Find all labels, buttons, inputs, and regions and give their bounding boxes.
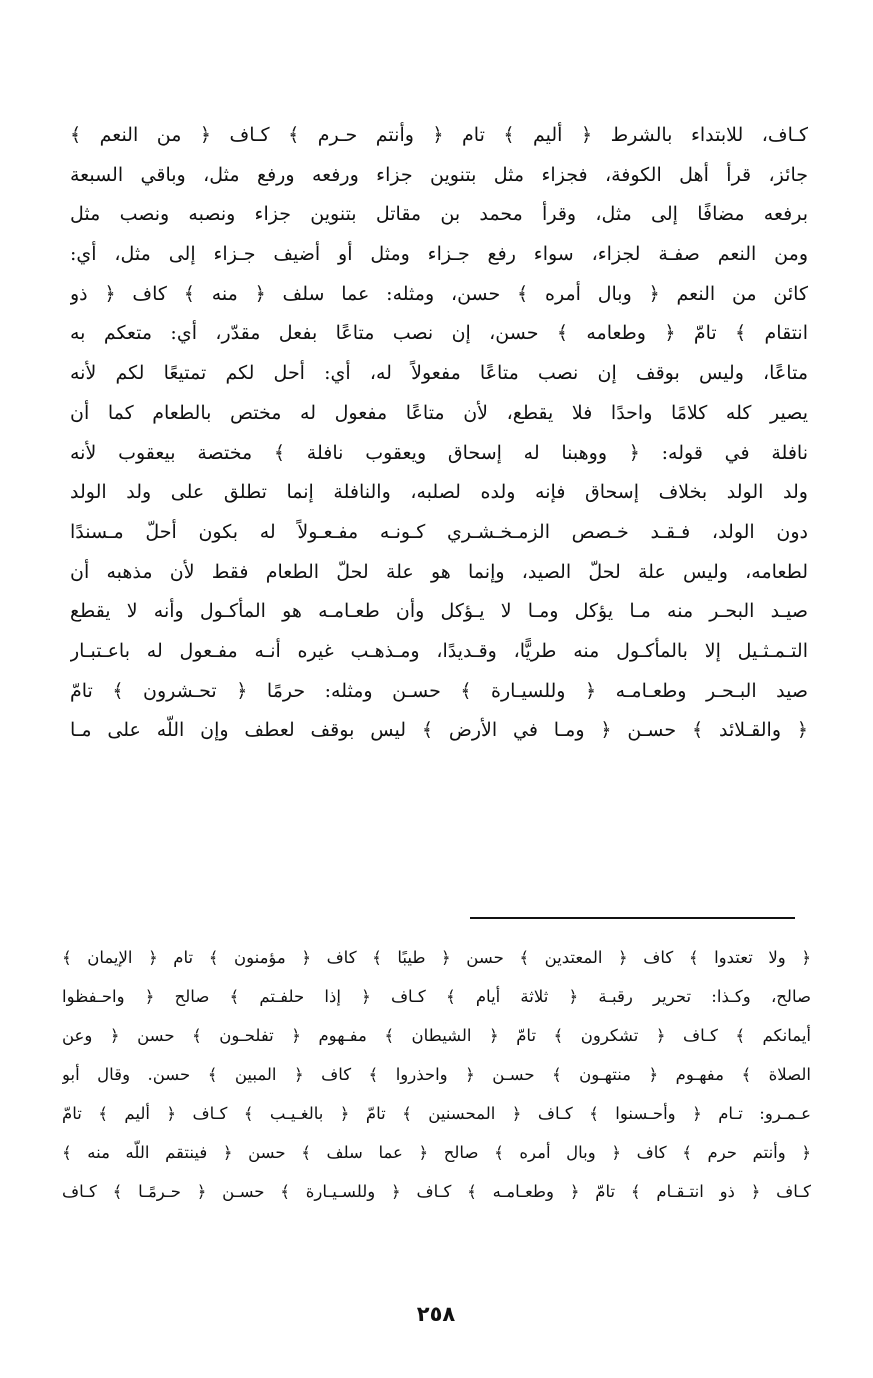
text-line: كـاف، للابتداء بالشرط ﴿ أليم ﴾ تام ﴿ وأنتم حـرم ﴾ كـاف ﴿ من النعم ﴾	[70, 124, 808, 146]
text-line: دون الولد، فـقـد خـصص الزمـخـشـري كـونـه مفـعـولاً له بكون أحلّ مـسندًا	[70, 520, 808, 543]
footnote-separator	[470, 917, 795, 919]
text-line: يصير كله كلامًا واحدًا فلا يقطع، لأن متاعًا مفعول له مختص بالطعام كما أن	[70, 401, 808, 424]
text-line: صيد البـحـر وطعـامـه ﴿ وللسيـارة ﴾ حسـن ومثله: حرمًا ﴿ تحـشرون ﴾ تامّ	[70, 679, 808, 702]
footnote-line: صالح، وكـذا: تحرير رقبـة ﴿ ثلاثة أيام ﴾ كـاف ﴿ إذا حلفـتم ﴾ صالح ﴿ واحـفظوا	[62, 987, 811, 1006]
text-line: صيـد البحـر منه مـا يؤكل ومـا لا يـؤكل وأن طعـامـه هو المأكـول وأنه لا يقطع	[70, 600, 808, 623]
text-line: برفعه مضافًا إلى مثل، وقرأ محمد بن مقاتل بتنوين جزاء ونصبه ونصب مثل	[70, 203, 808, 226]
text-line: كائن من النعم ﴿ وبال أمره ﴾ حسن، ومثله: عما سلف ﴿ منه ﴾ كاف ﴿ ذو	[70, 282, 808, 305]
footnotes-block	[62, 938, 811, 1211]
text-line: ولد الولد بخلاف إسحاق فإنه ولده لصلبه، والنافلة إنما تطلق على ولد الولد	[70, 481, 808, 504]
text-line: ﴿ والقـلائد ﴾ حسـن ﴿ ومـا في الأرض ﴾ ليس بوقف لعطف وإن اللّه على مـا	[70, 719, 808, 742]
text-line: لطعامه، وليس علة لحلّ الصيد، وإنما هو علة لحلّ الطعام فقط لأن مذهبه أن	[70, 560, 808, 583]
footnote-line: الصلاة ﴾ مفهـوم ﴿ منتهـون ﴾ حسـن ﴿ واحذروا ﴾ كاف ﴿ المبين ﴾ حسن. وقال أبو	[62, 1065, 811, 1084]
footnote-line: كـاف ﴿ ذو انتـقـام ﴾ تامّ ﴿ وطعـامـه ﴾ كـاف ﴿ وللسـيـارة ﴾ حسـن ﴿ حـرمًـا ﴾ كـاف	[62, 1182, 811, 1201]
footnote-line: ﴿ ولا تعتدوا ﴾ كاف ﴿ المعتدين ﴾ حسن ﴿ طيبًا ﴾ كاف ﴿ مؤمنون ﴾ تام ﴿ الإيمان ﴾	[62, 948, 811, 967]
text-line: متاعًا، وليس بوقف إن نصب متاعًا مفعولاً له، أي: أحل لكم تمتيعًا لكم لأنه	[70, 362, 808, 385]
footnote-line: أيمانكم ﴾ كـاف ﴿ تشكرون ﴾ تامّ ﴿ الشيطان ﴾ مفـهوم ﴿ تفلحـون ﴾ حسن ﴿ وعن	[62, 1026, 811, 1045]
footnote-line: ﴿ وأنتم حرم ﴾ كاف ﴿ وبال أمره ﴾ صالح ﴿ عما سلف ﴾ حسن ﴿ فينتقم اللّه منه ﴾	[62, 1143, 811, 1162]
text-line: نافلة في قوله: ﴿ ووهبنا له إسحاق ويعقوب نافلة ﴾ مختصة بيعقوب لأنه	[70, 441, 808, 464]
text-line: انتقام ﴾ تامّ ﴿ وطعامه ﴾ حسن، إن نصب متاعًا بفعل مقدّر، أي: متعكم به	[70, 322, 808, 345]
text-line: التـمـثـيل إلا بالمأكـول منه طريًّا، وقـديدًا، ومـذهـب غيره أنـه مفـعول له باعـتبـار	[70, 639, 808, 662]
page-number: ٢٥٨	[416, 1302, 456, 1326]
main-text-block	[70, 116, 808, 751]
text-line: ومن النعم صفـة لجزاء، سواء رفع جـزاء ومثل أو أضيف جـزاء إلى مثل، أي:	[70, 243, 808, 266]
text-line: جائز، قرأ أهل الكوفة، فجزاء مثل بتنوين جزاء ورفعه ورفع مثل، وباقي السبعة	[70, 163, 808, 186]
footnote-line: عـمـرو: تـام ﴿ وأحـسنوا ﴾ كـاف ﴿ المحسنين ﴾ تامّ ﴿ بالغـيـب ﴾ كـاف ﴿ أليم ﴾ تامّ	[62, 1104, 811, 1123]
